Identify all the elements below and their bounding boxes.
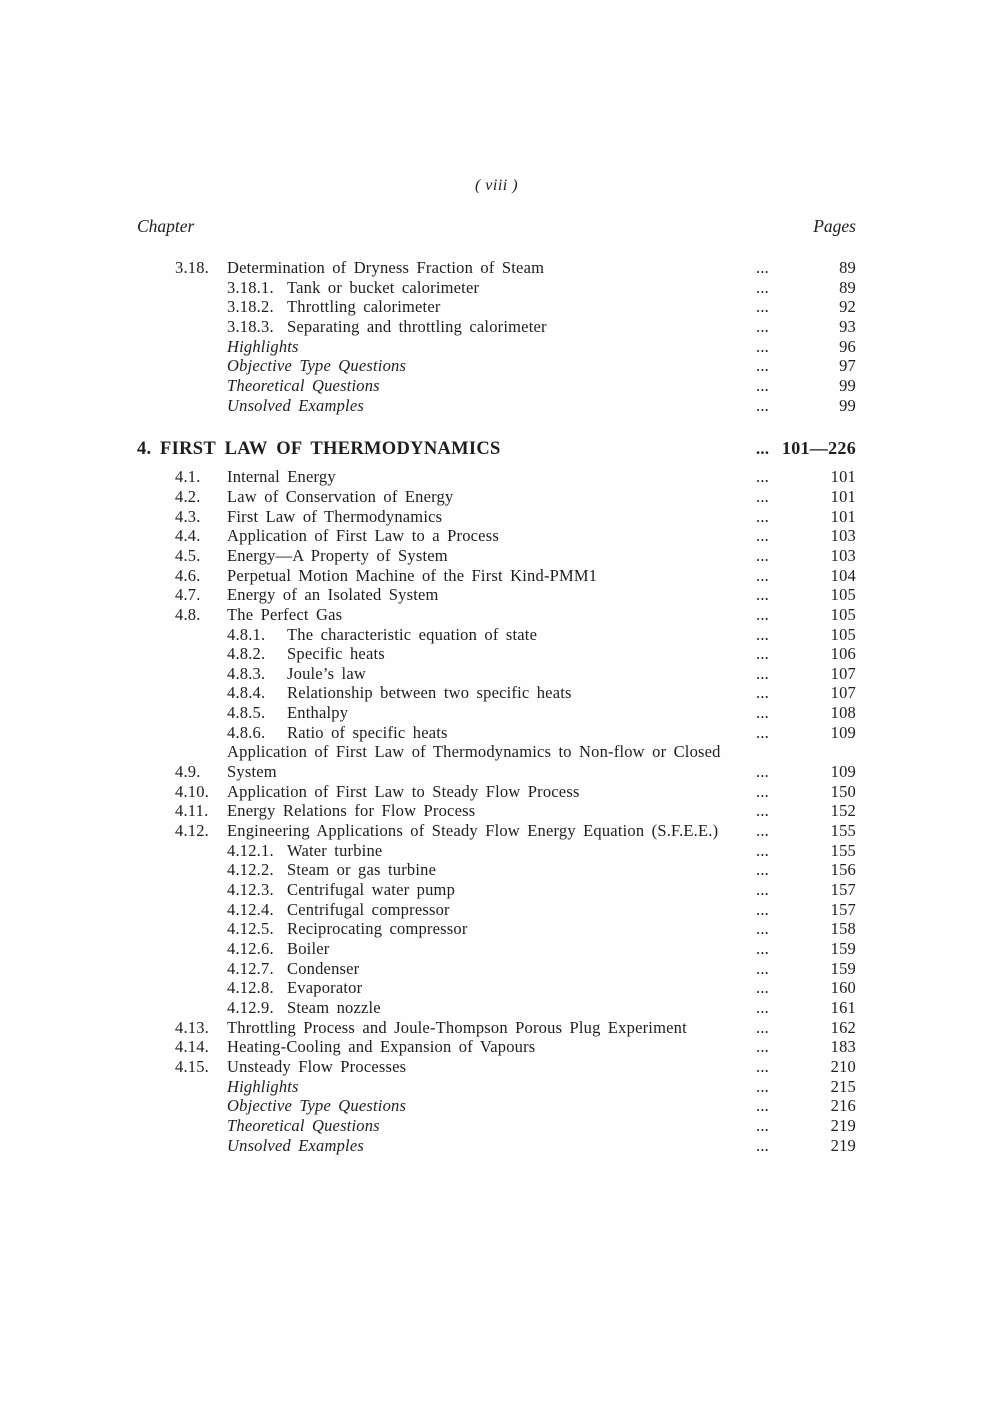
toc-entry [137,1096,856,1116]
entry-title: Condenser [287,958,360,978]
table-of-contents [137,258,856,1155]
toc-entry [137,1136,856,1156]
chapter-number: 4. [137,439,152,460]
toc-entry [137,978,856,998]
leader-dots: ... [756,703,769,723]
entry-title: Theoretical Questions [227,375,380,395]
entry-page-number: 210 [830,1056,856,1076]
entry-page-number: 152 [830,801,856,821]
entry-page-number: 104 [830,565,856,585]
leader-dots: ... [756,585,769,605]
entry-title: Internal Energy [227,467,336,487]
entry-page-number: 107 [830,663,856,683]
entry-number: 4.1. [175,467,201,487]
entry-page-number: 215 [830,1076,856,1096]
entry-number: 4.12.4. [227,899,274,919]
entry-title: Theoretical Questions [227,1115,380,1135]
leader-dots: ... [756,316,769,336]
entry-number: 4.12.3. [227,880,274,900]
toc-entry [137,356,856,376]
entry-page-number: 219 [830,1115,856,1135]
entry-title: Determination of Dryness Fraction of Steam [227,258,545,277]
entry-page-number: 109 [830,762,856,782]
entry-number: 4.6. [175,565,201,585]
leader-dots: ... [756,840,769,860]
entry-title: Centrifugal water pump [287,880,456,900]
entry-title: Energy of an Isolated System [227,585,439,605]
toc-entry [137,1077,856,1097]
entry-title: Unsteady Flow Processes [227,1056,407,1076]
folio-text: ( viii ) [474,177,519,194]
entry-page-number: 99 [839,375,856,395]
entry-number: 4.8.5. [227,703,266,723]
toc-entry [137,278,856,298]
entry-title: Centrifugal compressor [287,899,450,919]
chapter-heading-row [137,435,856,463]
leader-dots: ... [756,722,769,742]
leader-dots: ... [756,526,769,546]
toc-entry [137,566,856,586]
entry-page-number: 106 [830,644,856,664]
leader-dots: ... [756,1017,769,1037]
entry-page-number: 89 [839,258,856,277]
entry-title: Energy Relations for Flow Process [227,801,476,821]
leader-dots: ... [756,1037,769,1057]
column-header-pages: Pages [813,216,856,236]
entry-page-number: 155 [830,840,856,860]
entry-number: 4.8.4. [227,683,266,703]
entry-page-number: 103 [830,526,856,546]
entry-page-number: 216 [830,1096,856,1116]
entry-page-number: 150 [830,781,856,801]
entry-number: 4.12.9. [227,997,274,1017]
toc-entry [137,625,856,645]
entry-page-number: 219 [830,1135,856,1155]
entry-number: 4.4. [175,526,201,546]
entry-title: Specific heats [287,644,385,664]
page-content [137,0,856,1403]
column-header-chapter: Chapter [137,216,195,236]
page-folio [137,177,856,195]
entry-page-number: 157 [830,880,856,900]
leader-dots: ... [756,439,770,459]
toc-entry [137,782,856,802]
entry-page-number: 92 [839,297,856,317]
toc-entry [137,900,856,920]
toc-entry [137,258,856,278]
entry-page-number: 105 [830,624,856,644]
entry-page-number: 99 [839,395,856,415]
entry-number: 3.18.2. [227,297,274,317]
entry-number: 4.9. [175,762,201,782]
entry-title: Steam nozzle [287,997,381,1017]
entry-number: 4.8.3. [227,663,266,683]
entry-title: Reciprocating compressor [287,919,468,939]
entry-title: Law of Conservation of Energy [227,486,454,506]
toc-entry [137,683,856,703]
leader-dots: ... [756,395,769,415]
entry-title: Application of First Law to Steady Flow Process [227,781,580,801]
entry-page-number: 161 [830,997,856,1017]
entry-number: 4.15. [175,1056,209,1076]
leader-dots: ... [756,821,769,841]
entry-title: Unsolved Examples [227,395,364,415]
toc-entry [137,1037,856,1057]
toc-entry [137,546,856,566]
entry-title: Throttling calorimeter [287,297,441,317]
leader-dots: ... [756,624,769,644]
entry-page-number: 156 [830,860,856,880]
leader-dots: ... [756,978,769,998]
entry-title-line: Application of First Law of Thermodynamics to Non-flow or Closed [227,742,721,762]
entry-number: 4.8. [175,604,201,624]
toc-entry [137,1057,856,1077]
entry-title-line: System [227,762,277,782]
toc-entry [137,723,856,743]
entry-title: Throttling Process and Joule-Thompson Porous Plug Experiment [227,1017,687,1037]
entry-page-number: 103 [830,545,856,565]
entry-page-number: 159 [830,958,856,978]
entry-page-number: 101 [830,467,856,487]
toc-entry [137,585,856,605]
entry-page-number: 183 [830,1037,856,1057]
toc-entry [137,337,856,357]
entry-title: Enthalpy [287,703,349,723]
entry-page-number: 108 [830,703,856,723]
entry-number: 4.10. [175,781,209,801]
leader-dots: ... [756,683,769,703]
entry-title [227,742,756,781]
leader-dots: ... [756,375,769,395]
entry-page-number: 97 [839,356,856,376]
toc-entry [137,841,856,861]
entry-page-number: 93 [839,316,856,336]
toc-entry [137,664,856,684]
entry-title: Application of First Law to a Process [227,526,499,546]
entry-number: 4.12.5. [227,919,274,939]
entry-page-number: 158 [830,919,856,939]
entry-title: Boiler [287,939,330,958]
entry-number: 4.14. [175,1037,209,1057]
leader-dots: ... [756,939,769,958]
leader-dots: ... [756,545,769,565]
entry-number: 3.18. [175,258,209,277]
entry-number: 4.13. [175,1017,209,1037]
entry-page-number: 162 [830,1017,856,1037]
leader-dots: ... [756,880,769,900]
toc-entry [137,317,856,337]
entry-number: 4.12.7. [227,958,274,978]
entry-page-number: 101 [830,486,856,506]
leader-dots: ... [756,801,769,821]
entry-title: Joule’s law [287,663,366,683]
toc-entry [137,919,856,939]
entry-title: Evaporator [287,978,363,998]
entry-title: Perpetual Motion Machine of the First Kind-PMM1 [227,565,598,585]
entry-title: Tank or bucket calorimeter [287,277,480,297]
toc-entry [137,297,856,317]
entry-number: 4.5. [175,545,201,565]
entry-page-number: 89 [839,277,856,297]
leader-dots: ... [756,781,769,801]
leader-dots: ... [756,506,769,526]
entry-page-number: 157 [830,899,856,919]
entry-title: Objective Type Questions [227,356,407,376]
entry-title: First Law of Thermodynamics [227,506,443,526]
entry-title: Energy—A Property of System [227,545,448,565]
toc-entry [137,860,856,880]
leader-dots: ... [756,1076,769,1096]
entry-number: 3.18.3. [227,316,274,336]
toc-entry [137,507,856,527]
entry-title: Water turbine [287,840,383,860]
entry-title: Highlights [227,336,299,356]
entry-title: Highlights [227,1076,299,1096]
toc-entry [137,605,856,625]
leader-dots: ... [756,644,769,664]
leader-dots: ... [756,297,769,317]
leader-dots: ... [756,258,769,277]
entry-title: The Perfect Gas [227,604,343,624]
entry-number: 4.12.8. [227,978,274,998]
toc-entry [137,801,856,821]
leader-dots: ... [756,1115,769,1135]
entry-number: 4.12. [175,821,209,841]
column-headers [137,216,856,237]
entry-number: 4.12.1. [227,840,274,860]
toc-entry [137,703,856,723]
leader-dots: ... [756,899,769,919]
entry-title: Unsolved Examples [227,1135,364,1155]
leader-dots: ... [756,860,769,880]
entry-title: Objective Type Questions [227,1096,407,1116]
entry-number: 4.3. [175,506,201,526]
leader-dots: ... [756,565,769,585]
leader-dots: ... [756,1096,769,1116]
entry-page-number: 105 [830,585,856,605]
entry-number: 4.8.1. [227,624,266,644]
leader-dots: ... [756,919,769,939]
leader-dots: ... [756,997,769,1017]
entry-page-number: 105 [830,604,856,624]
entry-title: The characteristic equation of state [287,624,538,644]
toc-entry [137,742,856,781]
leader-dots: ... [756,277,769,297]
leader-dots: ... [756,1056,769,1076]
entry-number: 3.18.1. [227,277,274,297]
entry-number: 4.2. [175,486,201,506]
leader-dots: ... [756,604,769,624]
leader-dots: ... [756,1135,769,1155]
toc-entry [137,376,856,396]
toc-entry [137,396,856,416]
entry-page-number: 155 [830,821,856,841]
leader-dots: ... [756,762,769,782]
entry-number: 4.8.2. [227,644,266,664]
toc-entry [137,526,856,546]
entry-number: 4.12.2. [227,860,274,880]
entry-page-number: 159 [830,939,856,958]
entry-number: 4.12.6. [227,939,274,958]
leader-dots: ... [756,356,769,376]
chapter-title: FIRST LAW OF THERMODYNAMICS [160,439,501,460]
entry-page-number: 107 [830,683,856,703]
entry-number: 4.11. [175,801,209,821]
leader-dots: ... [756,467,769,487]
toc-entry [137,821,856,841]
leader-dots: ... [756,336,769,356]
entry-title: Separating and throttling calorimeter [287,316,547,336]
entry-title: Relationship between two specific heats [287,683,572,703]
toc-entry [137,1116,856,1136]
leader-dots: ... [756,958,769,978]
toc-entry [137,880,856,900]
entry-page-number: 101 [830,506,856,526]
entry-page-number: 160 [830,978,856,998]
entry-title: Heating-Cooling and Expansion of Vapours [227,1037,536,1057]
toc-entry [137,998,856,1018]
leader-dots: ... [756,486,769,506]
toc-entry [137,959,856,979]
entry-title: Ratio of specific heats [287,722,448,742]
entry-page-number: 109 [830,722,856,742]
entry-page-number: 96 [839,336,856,356]
toc-entry [137,487,856,507]
chapter-page-range: 101—226 [781,438,856,459]
entry-title: Steam or gas turbine [287,860,437,880]
toc-entry [137,1018,856,1038]
entry-number: 4.8.6. [227,722,266,742]
toc-entry [137,939,856,959]
entry-title: Engineering Applications of Steady Flow Energy Equation (S.F.E.E.) [227,821,719,841]
toc-entry [137,644,856,664]
toc-entry [137,467,856,487]
entry-number: 4.7. [175,585,201,605]
leader-dots: ... [756,663,769,683]
